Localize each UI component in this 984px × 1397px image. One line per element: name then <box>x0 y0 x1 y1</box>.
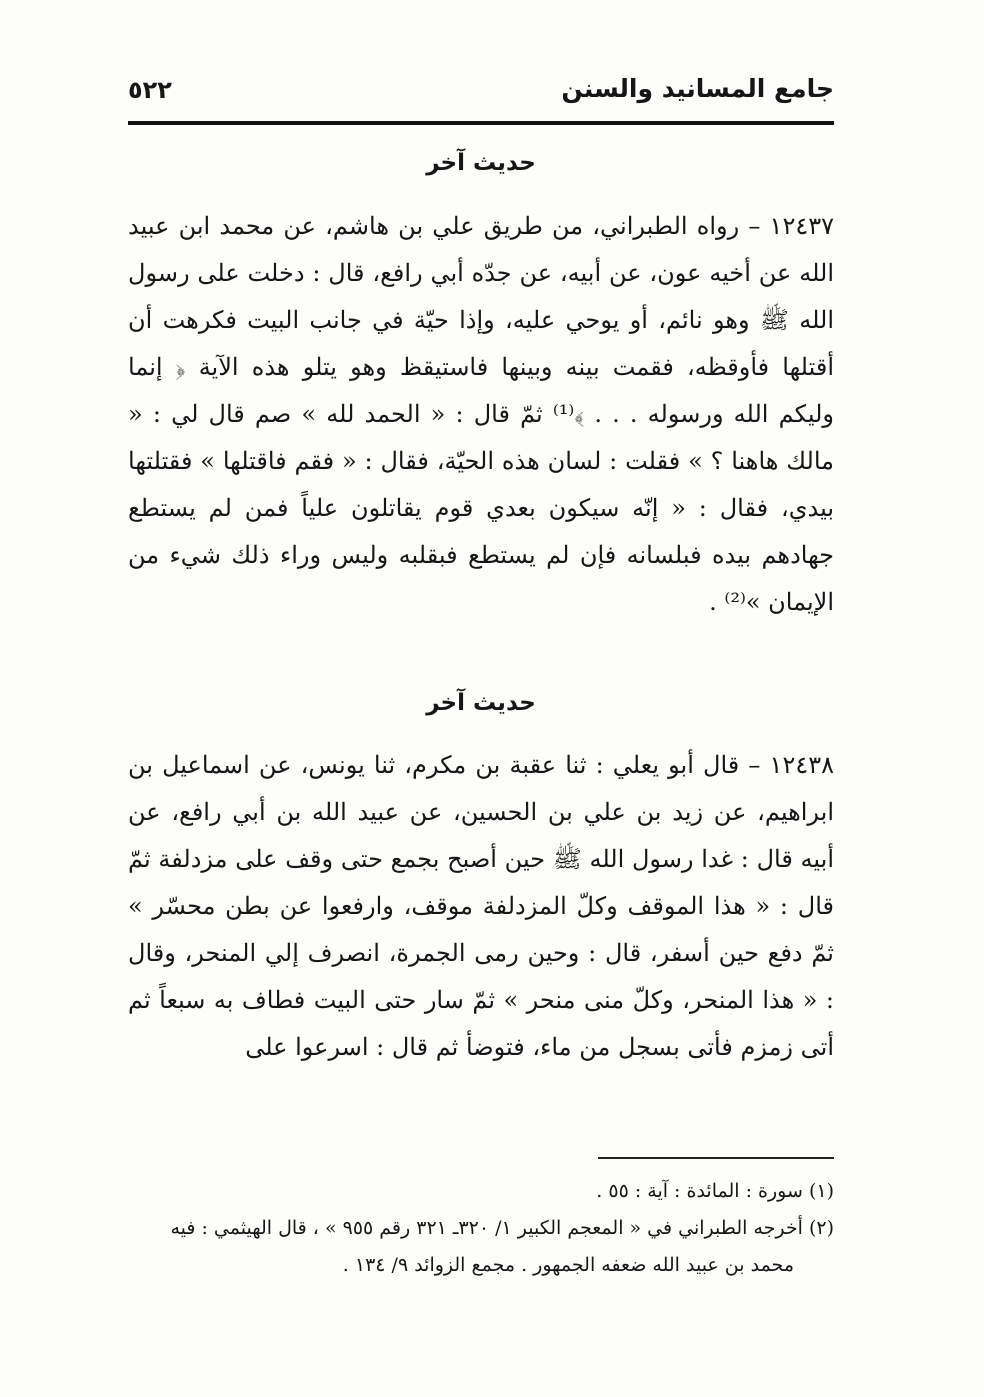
hadith-12438 <box>128 742 834 1071</box>
running-header <box>128 70 834 120</box>
page-number: ٥٢٢ <box>128 76 172 104</box>
section-heading-2: حديث آخر <box>426 690 536 716</box>
footnote-2-continued: محمد بن عبيد الله ضعفه الجمهور . مجمع الزوائد ٩/ ١٣٤ . <box>342 1254 794 1276</box>
header-rule <box>128 121 834 125</box>
hadith-text: ١٢٤٣٨ – قال أبو يعلي : ثنا عقبة بن مكرم، ثنا يونس، عن اسماعيل بن ابراهيم، عن زيد بن علي بن الحسين، عن عبيد الله بن أبي رافع، عن أبيه قال : غدا رسول الله ﷺ حين أصبح بجمع حتى وقف على مزدلفة ثمّ قال : « هذا الموقف وكلّ المزدلفة موقف، وارفعوا عن بطن محسّر » ثمّ دفع حين أسفر، قال : وحين رمى الجمرة، انصرف إلي المنحر، وقال : « هذا المنحر، وكلّ منى منحر » ثمّ سار حتى البيت فطاف به سبعاً ثم أتى زمزم فأتى بسجل من ماء، فتوضأ ثم قال : اسرعوا على <box>128 751 834 1061</box>
book-title: جامع المسانيد والسنن <box>561 74 834 103</box>
footnote-1: (١) سورة : المائدة : آية : ٥٥ . <box>596 1180 834 1202</box>
hadith-text: ١٢٤٣٧ – رواه الطبراني، من طريق علي بن هاشم، عن محمد ابن عبيد الله عن أخيه عون، عن أبيه، عن جدّه أبي رافع، قال : دخلت على رسول الله ﷺ وهو نائم، أو يوحي عليه، وإذا حيّة في جانب البيت فكرهت أن أقتلها فأوقظه، فقمت بينه وبينها فاستيقظ وهو يتلو هذه الآية ﴿ إنما وليكم الله ورسوله . . . ﴾⁽¹⁾ ثمّ قال : « الحمد لله » صم قال لي : « مالك هاهنا ؟ » فقلت : لسان هذه الحيّة، فقال : « فقم فاقتلها » فقتلتها بيدي، فقال : « إنّه سيكون بعدي قوم يقاتلون علياً فمن لم يستطع جهادهم بيده فبلسانه فإن لم يستطع فبقلبه وليس وراء ذلك شيء من الإيمان »⁽²⁾ . <box>128 212 834 616</box>
hadith-12437 <box>128 203 834 626</box>
footnote-rule <box>598 1157 834 1159</box>
section-heading-1: حديث آخر <box>426 150 536 176</box>
footnotes <box>128 1173 834 1284</box>
footnote-2: (٢) أخرجه الطبراني في « المعجم الكبير ١/ ٣٢٠ـ ٣٢١ رقم ٩٥٥ » ، قال الهيثمي : فيه <box>170 1217 834 1239</box>
